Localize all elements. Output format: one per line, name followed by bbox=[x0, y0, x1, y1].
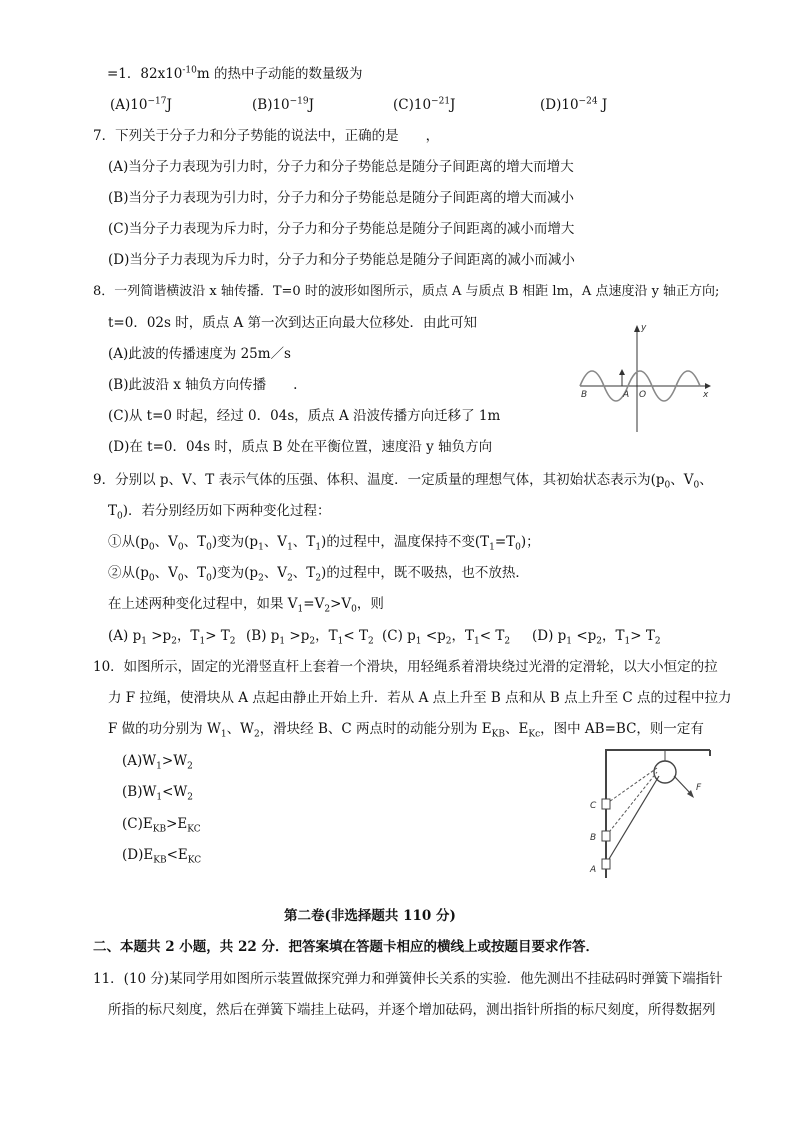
q11-line1: 11．(10 分)某同学用如图所示装置做探究弹力和弹簧伸长关系的实验．他先测出不挂砝码时弹簧下端指针 bbox=[93, 971, 723, 987]
q7-stem: 7．下列关于分子力和分子势能的说法中，正确的是 ， bbox=[93, 128, 440, 144]
pulley-figure bbox=[585, 746, 715, 886]
q10-stem-line1: 10．如图所示，固定的光滑竖直杆上套着一个滑块，用轻绳系着滑块绕过光滑的定滑轮，以大小恒定的拉 bbox=[93, 659, 718, 675]
q10-option-d: $(D)E_{KB}<E_{KC}$ bbox=[122, 847, 202, 866]
q6-option-a: $(A)10^{-17}J$ bbox=[110, 96, 172, 113]
q8-stem-line2: t=0．02s 时，质点 A 第一次到达正向最大位移处．由此可知 bbox=[108, 315, 478, 331]
q7-option-d: (D)当分子力表现为斥力时，分子力和分子势能总是随分子间距离的减小而减小 bbox=[108, 252, 575, 268]
y-axis-arrow bbox=[634, 325, 640, 332]
q10-stem-line3: F 做的功分别为 $W_1$、$W_2$，滑块经 B、C 两点时的动能分别为 $E_{KB}$、$E_{Kc}$，图中 AB=BC，则一定有 bbox=[108, 721, 704, 740]
q10-stem-line2: 力 F 拉绳，使滑块从 A 点起由静止开始上升．若从 A 点上升至 B 点和从 B 点上升至 C 点的过程中拉力 bbox=[108, 690, 732, 706]
q9-option-c: (C) $p_1 <p_2$，$T_1< T_2$ bbox=[382, 628, 511, 647]
q7-option-c: (C)当分子力表现为斥力时，分子力和分子势能总是随分子间距离的减小而增大 bbox=[108, 221, 575, 237]
label-f: F bbox=[696, 783, 702, 793]
label-b: B bbox=[590, 833, 597, 843]
q8-stem-line1: 8．一列简谐横波沿 x 轴传播．T=0 时的波形如图所示，质点 A 与质点 B 相距 lm，A 点速度沿 y 轴正方向; bbox=[93, 284, 720, 299]
q8-option-d: (D)在 t=0．04s 时，质点 B 处在平衡位置，速度沿 y 轴负方向 bbox=[108, 439, 493, 455]
x-axis-arrow bbox=[705, 383, 711, 389]
wave-figure bbox=[575, 320, 715, 435]
rope bbox=[606, 776, 659, 864]
q7-option-b: (B)当分子力表现为引力时，分子力和分子势能总是随分子间距离的增大而减小 bbox=[108, 190, 574, 206]
q9-stem-line1: 9．分别以 p、V、T 表示气体的压强、体积、温度．一定质量的理想气体，其初始状态表示为($p_0$、$V_0$、 bbox=[93, 472, 713, 491]
q10-option-b: $(B)W_1<W_2$ bbox=[122, 784, 193, 803]
label-c: C bbox=[590, 801, 597, 811]
q9-condition: 在上述两种变化过程中，如果 $V_1=V_2>V_0$，则 bbox=[108, 596, 384, 615]
point-b-label: B bbox=[581, 390, 588, 400]
q10-option-a: $(A)W_1>W_2$ bbox=[122, 753, 193, 772]
q8-option-a: (A)此波的传播速度为 25m／s bbox=[108, 346, 291, 362]
label-a: A bbox=[590, 865, 597, 875]
q9-process-2: ②从($p_0$、$V_0$、$T_0$)变为($p_2$、$V_2$、$T_2$)的过程中，既不吸热，也不放热． bbox=[108, 565, 529, 584]
q10-option-c: $(C)E_{KB}>E_{KC}$ bbox=[122, 816, 201, 835]
x-label: x bbox=[703, 390, 709, 400]
q11-line2: 所指的标尺刻度，然后在弹簧下端挂上砝码，并逐个增加砝码，测出指针所指的标尺刻度，所得数据列 bbox=[108, 1002, 716, 1018]
q6-option-b: $(B)10^{-19}J$ bbox=[252, 96, 315, 113]
slider-a bbox=[602, 859, 610, 869]
q8-option-c: (C)从 t=0 时起，经过 0．04s，质点 A 沿波传播方向迁移了 1m bbox=[108, 408, 501, 424]
q9-process-1: ①从($p_0$、$V_0$、$T_0$)变为($p_1$、$V_1$、$T_1$)的过程中，温度保持不变$(T_1=T_0)$； bbox=[108, 534, 540, 553]
y-label: y bbox=[641, 323, 647, 333]
q6-option-c: $(C)10^{-21}J$ bbox=[393, 96, 456, 113]
part2-title: 第二卷(非选择题共 110 分) bbox=[284, 908, 456, 924]
q9-option-d: (D) $p_1 <p_2$，$T_1> T_2$ bbox=[532, 628, 661, 647]
q9-option-a: (A) $p_1 >p_2$，$T_1> T_2$ bbox=[108, 628, 236, 647]
q6-stem-tail: =1．$82x10^{-10}m$ 的热中子动能的数量级为 bbox=[107, 65, 363, 82]
part2-section-heading: 二、本题共 2 小题，共 22 分．把答案填在答题卡相应的横线上或按题目要求作答． bbox=[93, 939, 599, 955]
slider-c bbox=[602, 799, 610, 809]
point-a-label: A bbox=[623, 390, 630, 400]
q7-option-a: (A)当分子力表现为引力时，分子力和分子势能总是随分子间距离的增大而增大 bbox=[108, 159, 574, 175]
q8-option-b: (B)此波沿 x 轴负方向传播 . bbox=[108, 377, 298, 393]
q9-stem-line2: $T_0$)．若分别经历如下两种变化过程： bbox=[108, 503, 331, 522]
origin-label: O bbox=[639, 390, 647, 400]
q9-option-b: (B) $p_1 >p_2$，$T_1< T_2$ bbox=[246, 628, 374, 647]
q6-option-d: $(D)10^{-24}$ J bbox=[540, 96, 608, 113]
slider-b bbox=[602, 831, 610, 841]
